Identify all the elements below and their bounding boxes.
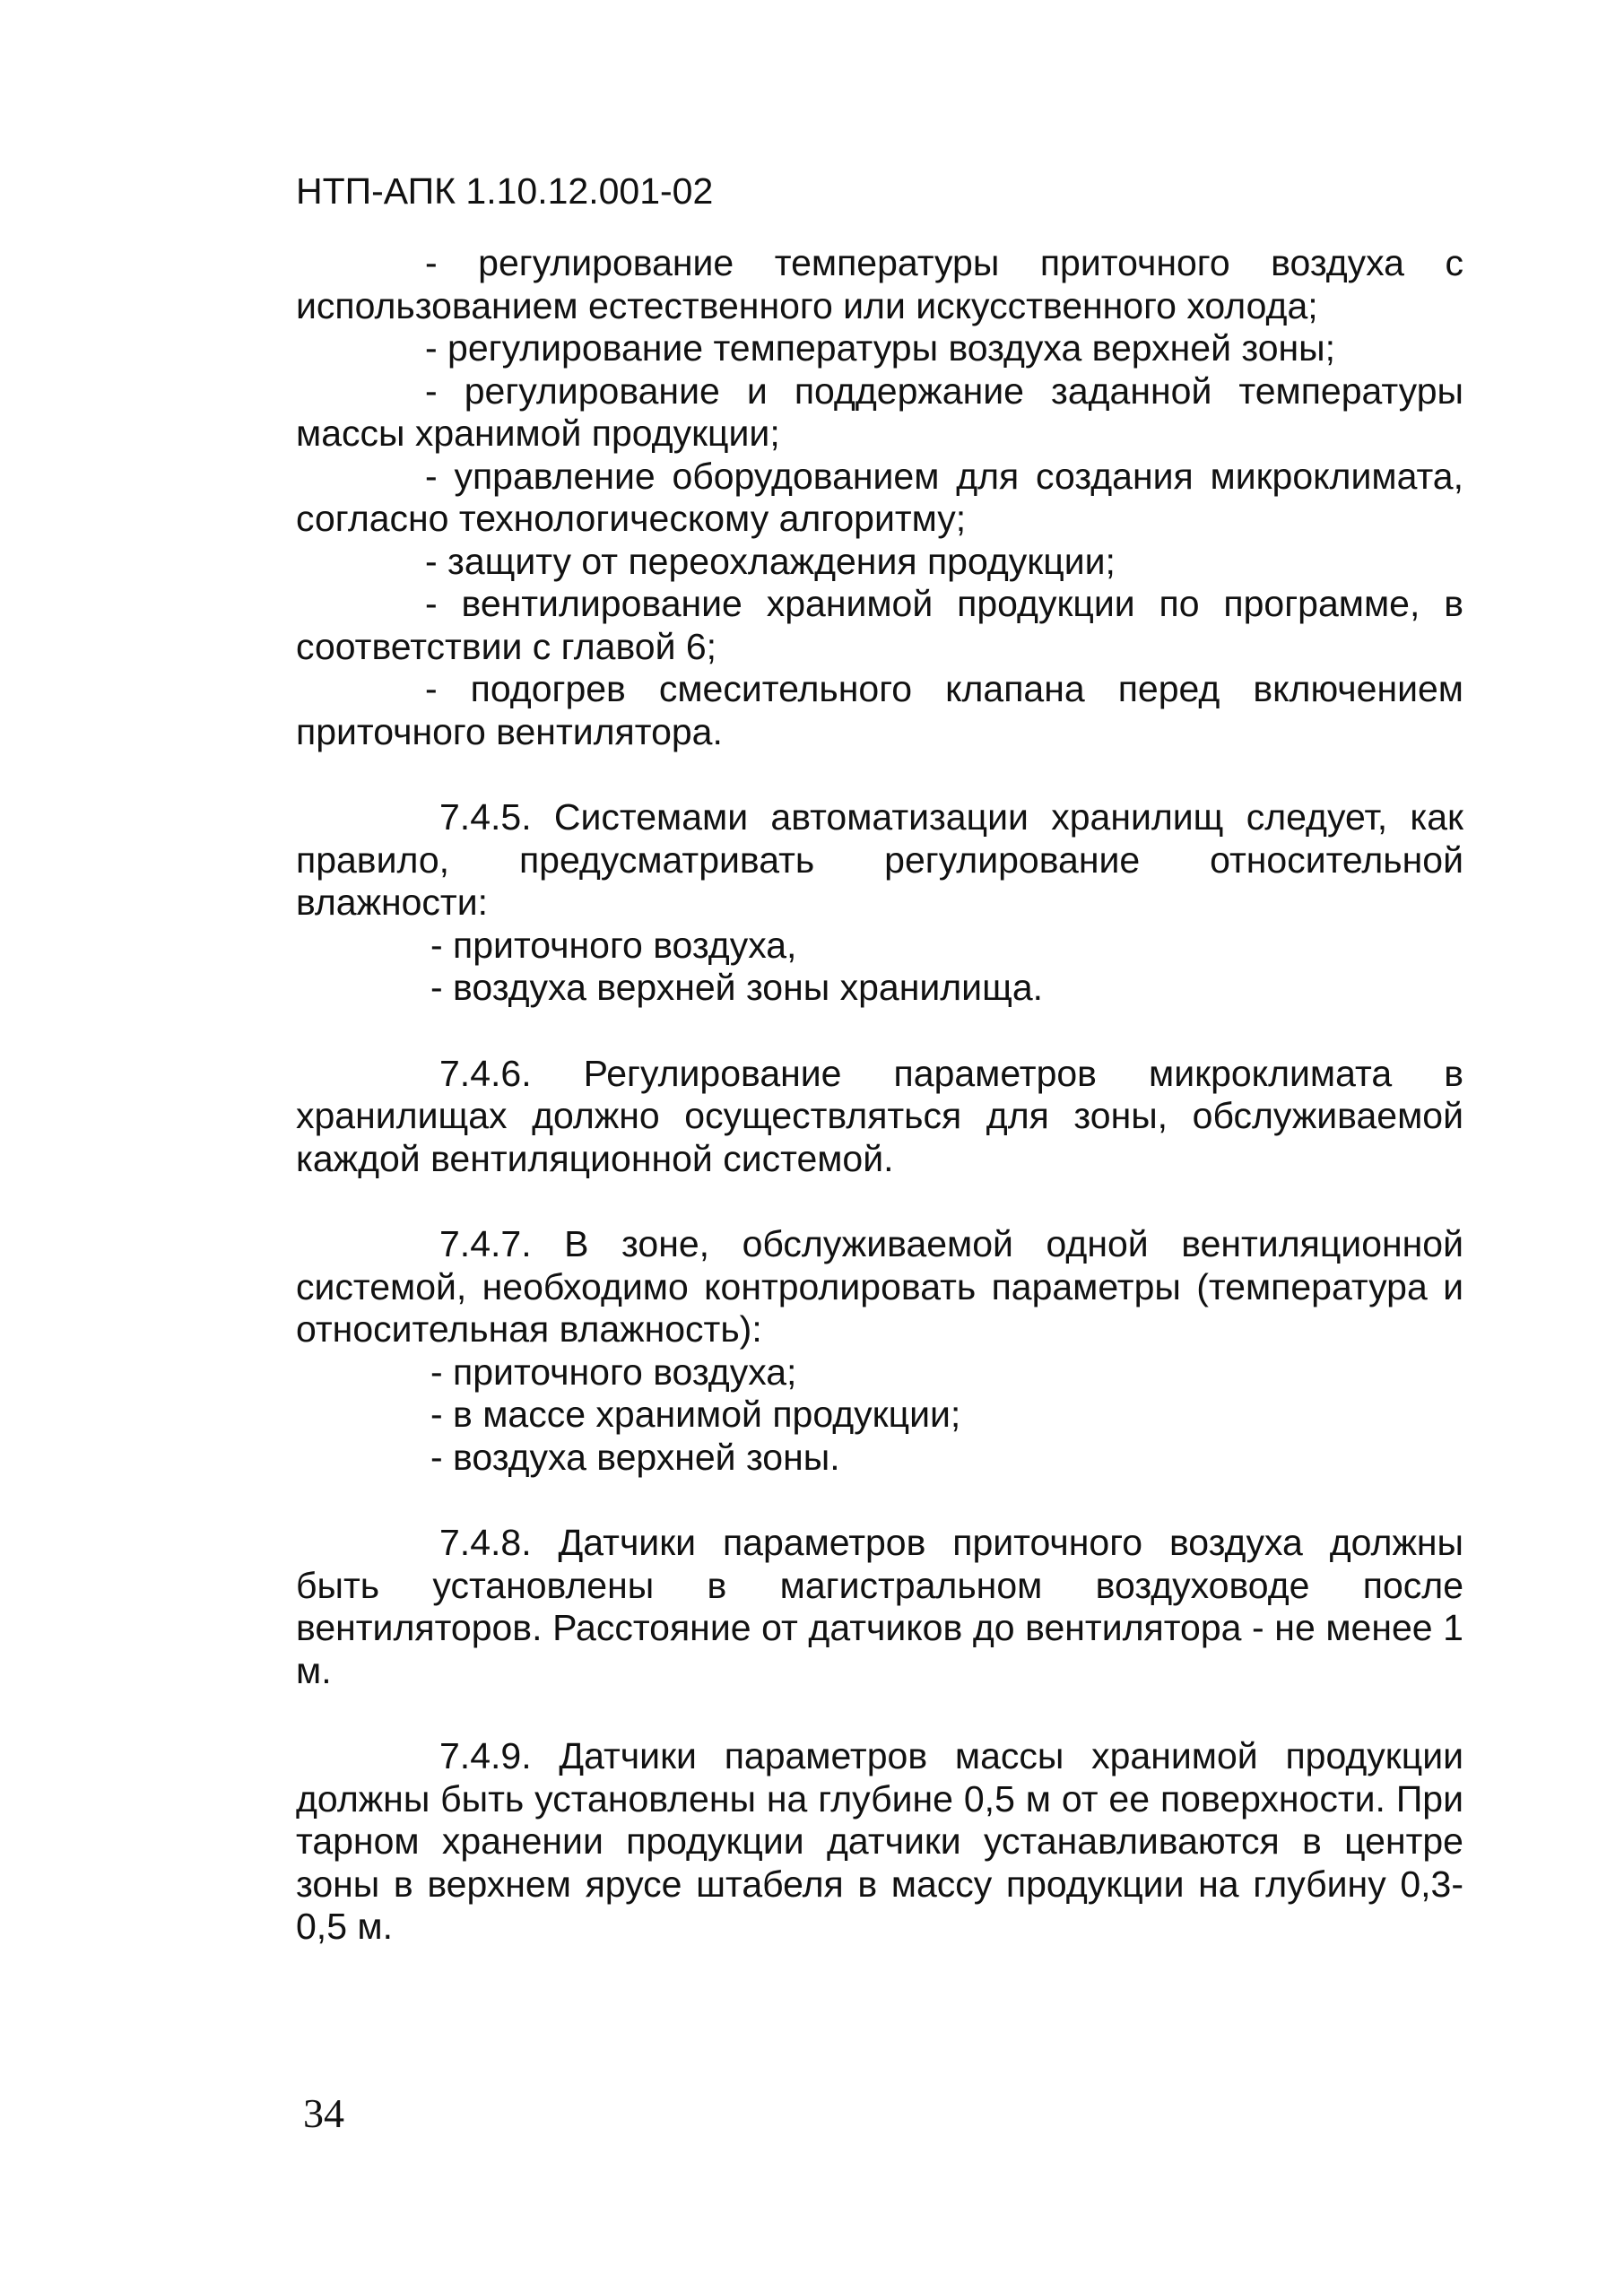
paragraph-7-4-6: 7.4.6. Регулирование параметров микроклимата в хранилищах должно осуществляться для зоны, обслуживаемой каждой вентиляционной системой. bbox=[296, 1052, 1463, 1179]
paragraph-7-4-8: 7.4.8. Датчики параметров приточного воздуха должны быть установлены в магистральном воздуховоде после вентиляторов. Расстояние от датчиков до вентилятора - не менее 1 м. bbox=[296, 1522, 1463, 1691]
list-item: - воздуха верхней зоны хранилища. bbox=[430, 967, 1044, 1008]
document-header: НТП-АПК 1.10.12.001-02 bbox=[296, 170, 714, 212]
list-item: - приточного воздуха; bbox=[430, 1351, 797, 1393]
list-item: - воздуха верхней зоны. bbox=[430, 1436, 840, 1478]
list-item: - защиту от переохлаждения продукции; bbox=[425, 540, 1116, 582]
list-item: - в массе хранимой продукции; bbox=[430, 1394, 961, 1435]
paragraph-7-4-7: 7.4.7. В зоне, обслуживаемой одной вентиляционной системой, необходимо контролировать параметры (температура и относительная влажность): bbox=[296, 1223, 1463, 1350]
list-item: - вентилирование хранимой продукции по программе, в соответствии с главой 6; bbox=[296, 583, 1463, 667]
list-item: - приточного воздуха, bbox=[430, 924, 797, 966]
list-item: - регулирование температуры воздуха верхней зоны; bbox=[425, 327, 1336, 369]
list-item: - управление оборудованием для создания микроклимата, согласно технологическому алгоритму; bbox=[296, 455, 1463, 539]
list-item: - регулирование температуры приточного воздуха с использованием естественного или искусственного холода; bbox=[296, 242, 1463, 326]
paragraph-7-4-5: 7.4.5. Системами автоматизации хранилищ следует, как правило, предусматривать регулирование относительной влажности: bbox=[296, 796, 1463, 923]
list-item: - регулирование и поддержание заданной температуры массы хранимой продукции; bbox=[296, 369, 1463, 454]
page-number: 34 bbox=[303, 2090, 344, 2136]
list-item: - подогрев смесительного клапана перед включением приточного вентилятора. bbox=[296, 668, 1463, 752]
paragraph-7-4-9: 7.4.9. Датчики параметров массы хранимой продукции должны быть установлены на глубине 0,5 м от ее поверхности. При тарном хранении продукции датчики устанавливаются в центре зоны в верхнем ярусе штабеля в массу продукции на глубину 0,3-0,5 м. bbox=[296, 1735, 1463, 1947]
document-body bbox=[296, 242, 1463, 1949]
